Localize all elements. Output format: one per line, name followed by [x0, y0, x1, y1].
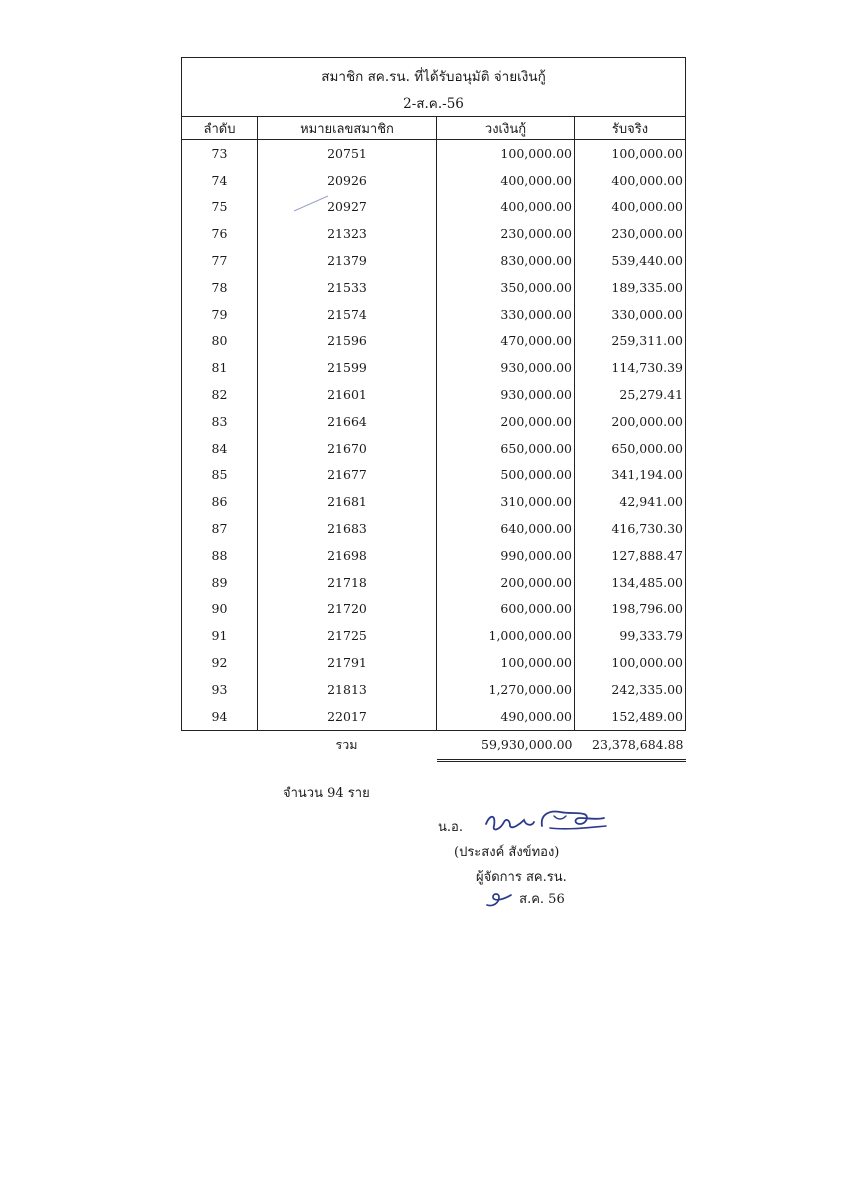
cell-number: 87	[182, 515, 258, 542]
handwritten-day-mark	[485, 891, 515, 909]
cell-received: 242,335.00	[575, 676, 686, 703]
signature-date-line	[485, 888, 565, 909]
cell-member-id: 21574	[258, 301, 437, 328]
col-header-received: รับจริง	[575, 117, 686, 140]
cell-member-id: 20751	[258, 140, 437, 167]
cell-credit-limit: 490,000.00	[437, 703, 575, 730]
table-row	[182, 569, 686, 596]
cell-received: 114,730.39	[575, 354, 686, 381]
cell-member-id: 21725	[258, 622, 437, 649]
table-row	[182, 408, 686, 435]
col-header-number: ลำดับ	[182, 117, 258, 140]
table-row	[182, 542, 686, 569]
cell-received: 200,000.00	[575, 408, 686, 435]
cell-number: 77	[182, 247, 258, 274]
cell-number: 73	[182, 140, 258, 167]
table-row	[182, 676, 686, 703]
table-row	[182, 220, 686, 247]
cell-number: 76	[182, 220, 258, 247]
cell-received: 100,000.00	[575, 649, 686, 676]
handwritten-signature	[480, 806, 610, 838]
cell-credit-limit: 200,000.00	[437, 408, 575, 435]
cell-received: 25,279.41	[575, 381, 686, 408]
cell-received: 152,489.00	[575, 703, 686, 730]
table-row	[182, 515, 686, 542]
cell-number: 75	[182, 194, 258, 221]
col-header-credit-limit: วงเงินกู้	[437, 117, 575, 140]
cell-received: 189,335.00	[575, 274, 686, 301]
cell-received: 134,485.00	[575, 569, 686, 596]
cell-received: 198,796.00	[575, 596, 686, 623]
cell-credit-limit: 400,000.00	[437, 194, 575, 221]
cell-member-id: 21681	[258, 488, 437, 515]
cell-credit-limit: 930,000.00	[437, 354, 575, 381]
cell-number: 88	[182, 542, 258, 569]
table-date: 2-ส.ค.-56	[182, 89, 686, 117]
signature-prefix: น.อ.	[438, 820, 463, 835]
cell-credit-limit: 470,000.00	[437, 328, 575, 355]
cell-received: 127,888.47	[575, 542, 686, 569]
cell-number: 78	[182, 274, 258, 301]
cell-member-id: 21379	[258, 247, 437, 274]
table-row	[182, 649, 686, 676]
cell-credit-limit: 640,000.00	[437, 515, 575, 542]
cell-member-id: 21596	[258, 328, 437, 355]
cell-credit-limit: 100,000.00	[437, 649, 575, 676]
cell-number: 74	[182, 167, 258, 194]
table-title: สมาชิก สค.รน. ที่ได้รับอนุมัติ จ่ายเงินกู้	[182, 58, 686, 90]
cell-credit-limit: 600,000.00	[437, 596, 575, 623]
cell-credit-limit: 500,000.00	[437, 462, 575, 489]
cell-number: 91	[182, 622, 258, 649]
signatory-name: (ประสงค์ สังข์ทอง)	[454, 845, 560, 860]
cell-number: 81	[182, 354, 258, 381]
table-row	[182, 703, 686, 730]
cell-received: 230,000.00	[575, 220, 686, 247]
cell-member-id: 21677	[258, 462, 437, 489]
cell-credit-limit: 1,270,000.00	[437, 676, 575, 703]
table-row	[182, 301, 686, 328]
cell-number: 93	[182, 676, 258, 703]
cell-member-id: 20926	[258, 167, 437, 194]
cell-member-id: 21599	[258, 354, 437, 381]
cell-credit-limit: 350,000.00	[437, 274, 575, 301]
total-credit: 59,930,000.00	[437, 730, 575, 760]
table-row	[182, 140, 686, 167]
cell-member-id: 21601	[258, 381, 437, 408]
table-title-row	[182, 58, 686, 90]
table-row	[182, 488, 686, 515]
table-row	[182, 596, 686, 623]
cell-member-id: 21698	[258, 542, 437, 569]
table-row	[182, 354, 686, 381]
pen-mark	[292, 194, 332, 214]
table-row	[182, 167, 686, 194]
cell-credit-limit: 310,000.00	[437, 488, 575, 515]
cell-received: 416,730.30	[575, 515, 686, 542]
table-row	[182, 381, 686, 408]
col-header-member-id: หมายเลขสมาชิก	[258, 117, 437, 140]
cell-credit-limit: 100,000.00	[437, 140, 575, 167]
cell-credit-limit: 200,000.00	[437, 569, 575, 596]
total-row	[182, 730, 686, 760]
cell-member-id: 21670	[258, 435, 437, 462]
cell-credit-limit: 830,000.00	[437, 247, 575, 274]
cell-member-id: 20927	[258, 194, 437, 221]
cell-received: 400,000.00	[575, 194, 686, 221]
cell-received: 341,194.00	[575, 462, 686, 489]
table-row	[182, 622, 686, 649]
cell-credit-limit: 930,000.00	[437, 381, 575, 408]
cell-member-id: 21813	[258, 676, 437, 703]
cell-number: 79	[182, 301, 258, 328]
cell-member-id: 21664	[258, 408, 437, 435]
cell-number: 90	[182, 596, 258, 623]
cell-credit-limit: 330,000.00	[437, 301, 575, 328]
cell-number: 89	[182, 569, 258, 596]
cell-member-id: 22017	[258, 703, 437, 730]
cell-credit-limit: 400,000.00	[437, 167, 575, 194]
cell-number: 94	[182, 703, 258, 730]
cell-number: 84	[182, 435, 258, 462]
cell-received: 259,311.00	[575, 328, 686, 355]
table-row	[182, 274, 686, 301]
cell-member-id: 21323	[258, 220, 437, 247]
cell-number: 80	[182, 328, 258, 355]
total-received: 23,378,684.88	[575, 730, 686, 760]
cell-received: 100,000.00	[575, 140, 686, 167]
member-count: จำนวน 94 ราย	[283, 786, 370, 801]
cell-member-id: 21791	[258, 649, 437, 676]
cell-member-id: 21683	[258, 515, 437, 542]
cell-number: 85	[182, 462, 258, 489]
cell-number: 92	[182, 649, 258, 676]
cell-credit-limit: 650,000.00	[437, 435, 575, 462]
cell-number: 86	[182, 488, 258, 515]
cell-member-id: 21718	[258, 569, 437, 596]
cell-number: 82	[182, 381, 258, 408]
cell-received: 42,941.00	[575, 488, 686, 515]
cell-credit-limit: 1,000,000.00	[437, 622, 575, 649]
cell-received: 330,000.00	[575, 301, 686, 328]
cell-member-id: 21533	[258, 274, 437, 301]
loan-approval-table	[181, 57, 686, 762]
cell-received: 99,333.79	[575, 622, 686, 649]
signatory-role: ผู้จัดการ สค.รน.	[476, 870, 567, 885]
cell-number: 83	[182, 408, 258, 435]
cell-credit-limit: 230,000.00	[437, 220, 575, 247]
cell-received: 539,440.00	[575, 247, 686, 274]
signature-date: ส.ค. 56	[519, 892, 565, 907]
table-row	[182, 462, 686, 489]
cell-received: 400,000.00	[575, 167, 686, 194]
table-row	[182, 435, 686, 462]
cell-received: 650,000.00	[575, 435, 686, 462]
table-row	[182, 328, 686, 355]
table-row	[182, 194, 686, 221]
cell-credit-limit: 990,000.00	[437, 542, 575, 569]
cell-member-id: 21720	[258, 596, 437, 623]
table-row	[182, 247, 686, 274]
column-header-row	[182, 117, 686, 140]
table-date-row	[182, 89, 686, 117]
total-label: รวม	[335, 737, 358, 753]
